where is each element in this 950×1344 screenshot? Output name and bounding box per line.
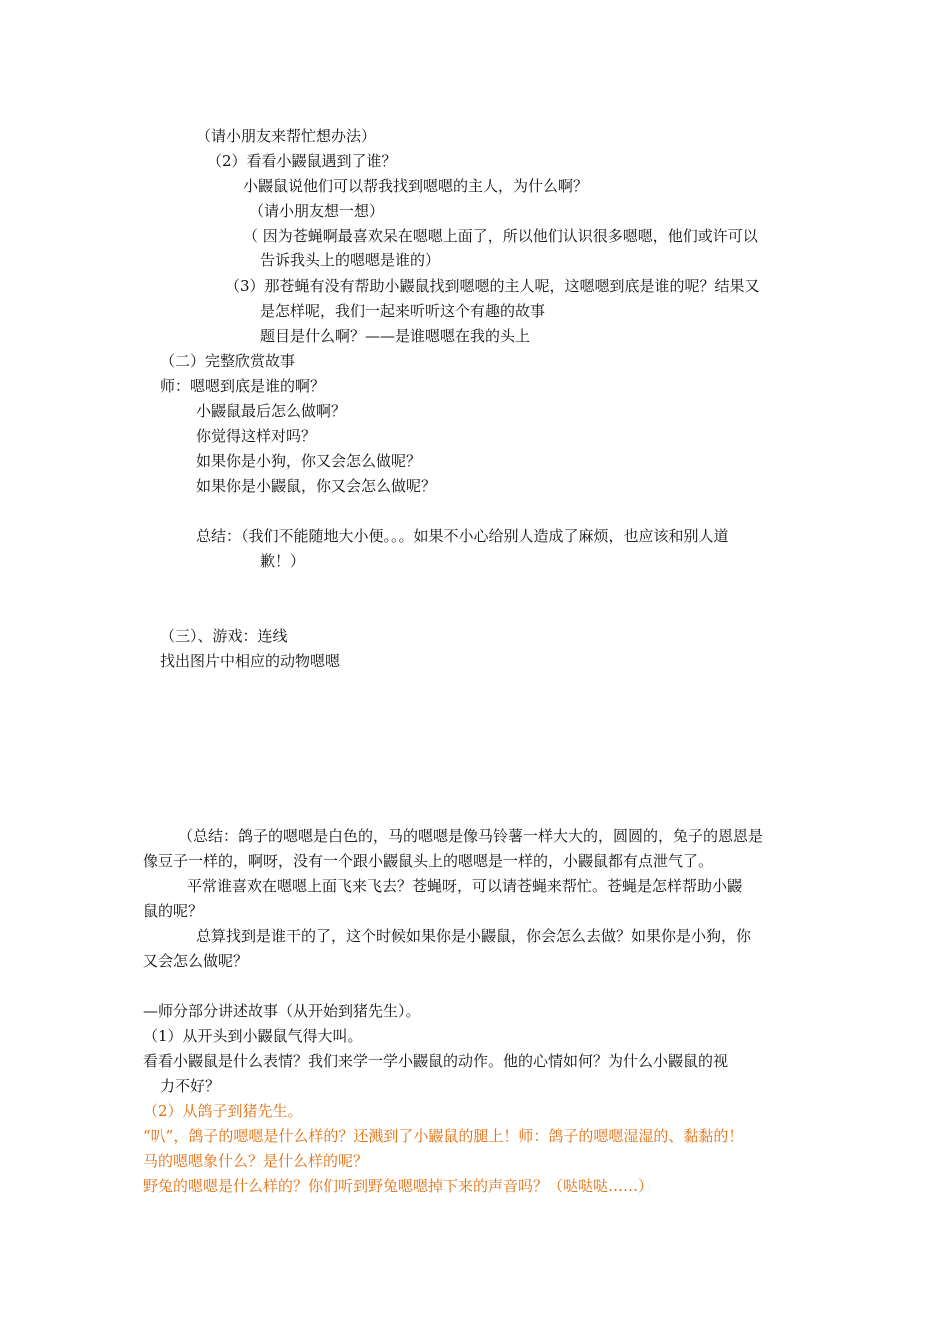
text-line: （ 因为苍蝇啊最喜欢呆在嗯嗯上面了，所以他们认识很多嗯嗯，他们或许可以 bbox=[243, 227, 758, 245]
text-line: 歉！） bbox=[260, 552, 306, 570]
text-line: （请小朋友想一想） bbox=[249, 202, 385, 220]
text-line: 找出图片中相应的动物嗯嗯 bbox=[160, 652, 341, 670]
text-line: 看看小鼹鼠是什么表情？我们来学一学小鼹鼠的动作。他的心情如何？为什么小鼹鼠的视 bbox=[143, 1052, 729, 1070]
text-line: 题目是什么啊？——是谁嗯嗯在我的头上 bbox=[260, 327, 531, 345]
text-line: （请小朋友来帮忙想办法） bbox=[196, 127, 377, 145]
highlight-line: “叭”，鸽子的嗯嗯是什么样的？还溅到了小鼹鼠的腿上！师：鸽子的嗯嗯湿湿的、黏黏的！ bbox=[143, 1127, 744, 1145]
text-line: （1）从开头到小鼹鼠气得大叫。 bbox=[143, 1027, 363, 1045]
text-line: 又会怎么做呢？ bbox=[143, 952, 249, 970]
text-line: 如果你是小狗，你又会怎么做呢？ bbox=[196, 452, 422, 470]
text-line: —师分部分讲述故事（从开始到猪先生）。 bbox=[143, 1002, 421, 1020]
highlight-line: 马的嗯嗯象什么？是什么样的呢？ bbox=[143, 1152, 369, 1170]
text-line: 像豆子一样的，啊呀，没有一个跟小鼹鼠头上的嗯嗯是一样的，小鼹鼠都有点泄气了。 bbox=[143, 852, 714, 870]
text-line: 你觉得这样对吗？ bbox=[196, 427, 317, 445]
text-line: 师：嗯嗯到底是谁的啊？ bbox=[160, 377, 326, 395]
text-line: 小鼹鼠最后怎么做啊？ bbox=[196, 402, 347, 420]
text-line: 是怎样呢，我们一起来听听这个有趣的故事 bbox=[260, 302, 546, 320]
text-line: 如果你是小鼹鼠，你又会怎么做呢？ bbox=[196, 477, 437, 495]
text-line: 总结：（我们不能随地大小便。。。如果不小心给别人造成了麻烦，也应该和别人道 bbox=[196, 527, 729, 545]
section-heading: （三）、游戏：连线 bbox=[160, 627, 288, 645]
text-line: 平常谁喜欢在嗯嗯上面飞来飞去？苍蝇呀，可以请苍蝇来帮忙。苍蝇是怎样帮助小鼹 bbox=[187, 877, 743, 895]
highlight-line: 野兔的嗯嗯是什么样的？你们听到野兔嗯嗯掉下来的声音吗？（哒哒哒……） bbox=[143, 1177, 654, 1195]
text-line: 总算找到是谁干的了，这个时候如果你是小鼹鼠，你会怎么去做？如果你是小狗，你 bbox=[196, 927, 752, 945]
text-line: 告诉我头上的嗯嗯是谁的） bbox=[260, 251, 441, 269]
text-line: 鼠的呢？ bbox=[143, 902, 204, 920]
highlight-line: （2）从鸽子到猪先生。 bbox=[143, 1102, 303, 1120]
text-line: （总结：鸽子的嗯嗯是白色的，马的嗯嗯是像马铃薯一样大大的，圆圆的，兔子的恩恩是 bbox=[178, 827, 764, 845]
text-line: 力不好？ bbox=[160, 1077, 221, 1095]
text-line: （3）那苍蝇有没有帮助小鼹鼠找到嗯嗯的主人呢，这嗯嗯到底是谁的呢？结果又 bbox=[225, 277, 760, 295]
text-line: 小鼹鼠说他们可以帮我找到嗯嗯的主人，为什么啊？ bbox=[243, 177, 589, 195]
section-heading: （二）完整欣赏故事 bbox=[160, 352, 296, 370]
text-line: （2）看看小鼹鼠遇到了谁？ bbox=[207, 152, 397, 170]
